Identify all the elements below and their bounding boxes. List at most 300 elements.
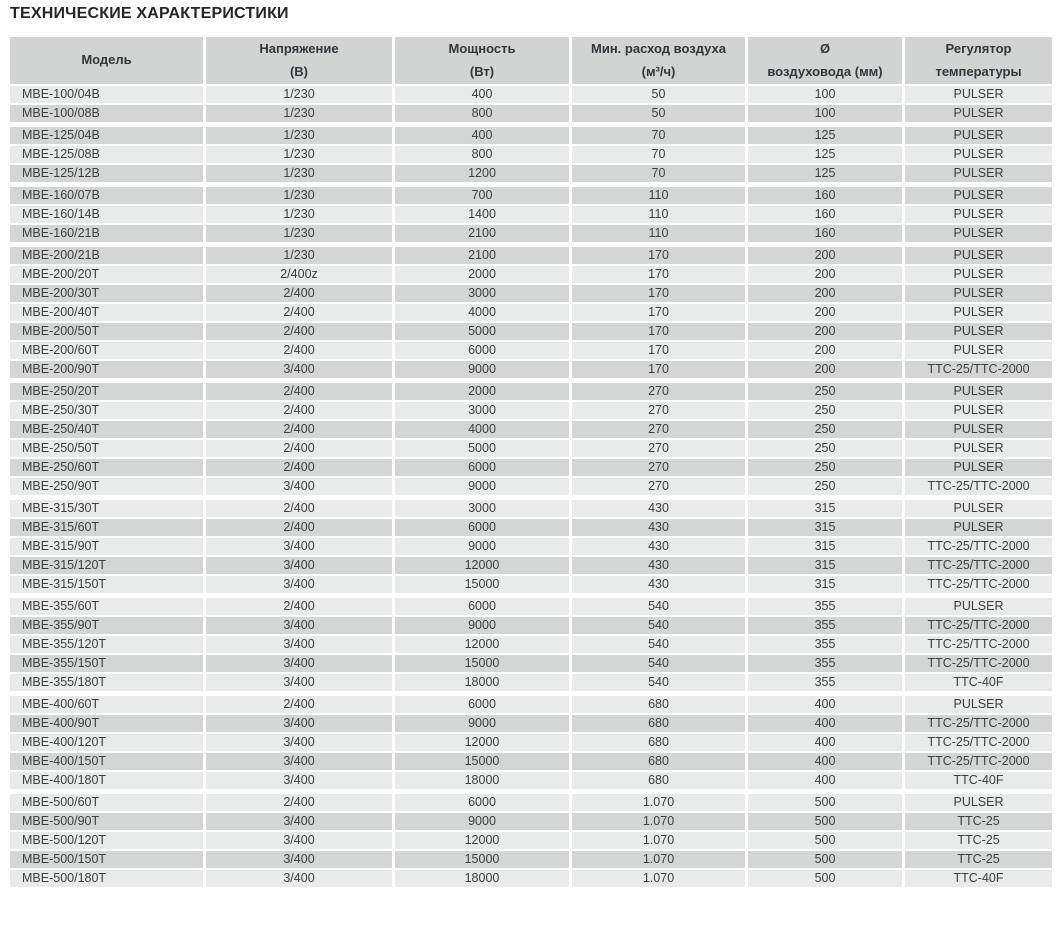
cell-model: MBE-400/90T	[10, 715, 203, 732]
cell-voltage: 3/400	[206, 851, 392, 868]
cell-model: MBE-400/120T	[10, 734, 203, 751]
table-row	[10, 285, 1052, 302]
cell-airflow: 540	[572, 674, 745, 691]
cell-diameter: 200	[748, 266, 902, 283]
cell-power: 12000	[395, 734, 569, 751]
cell-power: 15000	[395, 851, 569, 868]
cell-diameter: 250	[748, 440, 902, 457]
cell-airflow: 170	[572, 342, 745, 359]
cell-power: 2100	[395, 247, 569, 264]
cell-controller: PULSER	[905, 225, 1052, 242]
cell-diameter: 200	[748, 342, 902, 359]
table-row	[10, 383, 1052, 400]
cell-voltage: 2/400	[206, 304, 392, 321]
cell-controller: TTC-40F	[905, 772, 1052, 789]
cell-controller: TTC-25/TTC-2000	[905, 576, 1052, 593]
column-header-label: Напряжение	[259, 41, 339, 57]
cell-controller: PULSER	[905, 187, 1052, 204]
cell-controller: PULSER	[905, 696, 1052, 713]
table-row	[10, 266, 1052, 283]
cell-controller: TTC-25/TTC-2000	[905, 361, 1052, 378]
cell-controller: PULSER	[905, 440, 1052, 457]
cell-airflow: 680	[572, 696, 745, 713]
cell-voltage: 2/400	[206, 794, 392, 811]
cell-controller: PULSER	[905, 146, 1052, 163]
cell-voltage: 1/230	[206, 127, 392, 144]
cell-diameter: 355	[748, 674, 902, 691]
cell-model: MBE-125/12B	[10, 165, 203, 182]
cell-controller: PULSER	[905, 519, 1052, 536]
cell-airflow: 430	[572, 519, 745, 536]
cell-airflow: 170	[572, 361, 745, 378]
cell-model: MBE-200/21B	[10, 247, 203, 264]
cell-airflow: 50	[572, 105, 745, 122]
column-header-sublabel: (Вт)	[469, 63, 495, 79]
cell-airflow: 540	[572, 655, 745, 672]
cell-power: 9000	[395, 361, 569, 378]
column-header-sublabel: (м³/ч)	[641, 63, 676, 79]
table-row	[10, 674, 1052, 691]
cell-model: MBE-500/180T	[10, 870, 203, 887]
cell-airflow: 430	[572, 557, 745, 574]
cell-power: 6000	[395, 696, 569, 713]
cell-voltage: 3/400	[206, 832, 392, 849]
cell-diameter: 200	[748, 247, 902, 264]
cell-power: 1200	[395, 165, 569, 182]
cell-model: MBE-250/60T	[10, 459, 203, 476]
page-title: ТЕХНИЧЕСКИЕ ХАРАКТЕРИСТИКИ	[10, 5, 289, 22]
cell-voltage: 3/400	[206, 870, 392, 887]
cell-model: MBE-250/40T	[10, 421, 203, 438]
cell-voltage: 1/230	[206, 105, 392, 122]
cell-power: 2000	[395, 266, 569, 283]
table-row	[10, 538, 1052, 555]
cell-diameter: 355	[748, 617, 902, 634]
cell-controller: PULSER	[905, 402, 1052, 419]
cell-diameter: 250	[748, 459, 902, 476]
cell-controller: TTC-25/TTC-2000	[905, 478, 1052, 495]
column-header-diameter	[748, 37, 902, 84]
cell-power: 15000	[395, 655, 569, 672]
cell-voltage: 3/400	[206, 772, 392, 789]
table-row	[10, 127, 1052, 144]
cell-airflow: 430	[572, 576, 745, 593]
column-header-label: Мощность	[448, 41, 516, 57]
table-row	[10, 851, 1052, 868]
cell-model: MBE-160/21B	[10, 225, 203, 242]
table-row	[10, 576, 1052, 593]
cell-controller: TTC-25	[905, 851, 1052, 868]
table-row	[10, 794, 1052, 811]
table-row	[10, 832, 1052, 849]
cell-airflow: 270	[572, 383, 745, 400]
table-row	[10, 105, 1052, 122]
cell-controller: PULSER	[905, 247, 1052, 264]
cell-airflow: 270	[572, 421, 745, 438]
cell-controller: PULSER	[905, 323, 1052, 340]
cell-controller: PULSER	[905, 500, 1052, 517]
cell-diameter: 315	[748, 500, 902, 517]
table-row	[10, 459, 1052, 476]
cell-controller: TTC-25	[905, 832, 1052, 849]
cell-diameter: 200	[748, 285, 902, 302]
cell-airflow: 50	[572, 86, 745, 103]
cell-diameter: 500	[748, 851, 902, 868]
cell-voltage: 3/400	[206, 617, 392, 634]
cell-controller: PULSER	[905, 383, 1052, 400]
column-header-model	[10, 37, 203, 84]
cell-controller: PULSER	[905, 165, 1052, 182]
cell-airflow: 110	[572, 206, 745, 223]
cell-model: MBE-250/50T	[10, 440, 203, 457]
cell-power: 2100	[395, 225, 569, 242]
cell-voltage: 3/400	[206, 734, 392, 751]
cell-voltage: 1/230	[206, 206, 392, 223]
cell-model: MBE-200/60T	[10, 342, 203, 359]
cell-diameter: 315	[748, 576, 902, 593]
cell-diameter: 200	[748, 361, 902, 378]
column-header-label: Регулятор	[945, 41, 1012, 57]
cell-voltage: 2/400	[206, 402, 392, 419]
cell-diameter: 250	[748, 402, 902, 419]
cell-voltage: 3/400	[206, 753, 392, 770]
cell-diameter: 160	[748, 225, 902, 242]
cell-diameter: 500	[748, 794, 902, 811]
cell-model: MBE-315/120T	[10, 557, 203, 574]
column-header-airflow	[572, 37, 745, 84]
cell-airflow: 430	[572, 538, 745, 555]
cell-voltage: 3/400	[206, 655, 392, 672]
cell-model: MBE-400/60T	[10, 696, 203, 713]
cell-power: 6000	[395, 459, 569, 476]
cell-diameter: 355	[748, 655, 902, 672]
cell-controller: PULSER	[905, 285, 1052, 302]
table-row	[10, 247, 1052, 264]
cell-power: 400	[395, 86, 569, 103]
cell-controller: TTC-25	[905, 813, 1052, 830]
cell-controller: TTC-25/TTC-2000	[905, 636, 1052, 653]
cell-airflow: 1.070	[572, 832, 745, 849]
cell-diameter: 125	[748, 127, 902, 144]
cell-airflow: 270	[572, 459, 745, 476]
cell-airflow: 70	[572, 165, 745, 182]
cell-voltage: 3/400	[206, 813, 392, 830]
cell-airflow: 540	[572, 617, 745, 634]
cell-voltage: 2/400	[206, 696, 392, 713]
cell-power: 15000	[395, 753, 569, 770]
table-row	[10, 304, 1052, 321]
cell-voltage: 1/230	[206, 247, 392, 264]
cell-airflow: 430	[572, 500, 745, 517]
cell-diameter: 400	[748, 715, 902, 732]
cell-airflow: 170	[572, 304, 745, 321]
cell-airflow: 170	[572, 323, 745, 340]
cell-controller: TTC-25/TTC-2000	[905, 557, 1052, 574]
table-header-row	[10, 37, 1052, 84]
cell-airflow: 270	[572, 440, 745, 457]
cell-controller: PULSER	[905, 421, 1052, 438]
cell-airflow: 110	[572, 225, 745, 242]
cell-voltage: 2/400	[206, 598, 392, 615]
table-row	[10, 323, 1052, 340]
cell-voltage: 2/400	[206, 342, 392, 359]
cell-diameter: 400	[748, 734, 902, 751]
cell-diameter: 400	[748, 753, 902, 770]
cell-diameter: 315	[748, 538, 902, 555]
cell-voltage: 3/400	[206, 557, 392, 574]
model-group-mbe-250	[10, 383, 1052, 495]
cell-controller: PULSER	[905, 127, 1052, 144]
cell-power: 15000	[395, 576, 569, 593]
cell-model: MBE-315/150T	[10, 576, 203, 593]
cell-airflow: 540	[572, 636, 745, 653]
cell-diameter: 250	[748, 478, 902, 495]
cell-model: MBE-125/04B	[10, 127, 203, 144]
model-group-mbe-200	[10, 247, 1052, 378]
cell-power: 800	[395, 105, 569, 122]
cell-diameter: 250	[748, 421, 902, 438]
cell-model: MBE-355/120T	[10, 636, 203, 653]
cell-controller: PULSER	[905, 342, 1052, 359]
cell-diameter: 250	[748, 383, 902, 400]
column-header-controller	[905, 37, 1052, 84]
cell-diameter: 160	[748, 206, 902, 223]
cell-voltage: 3/400	[206, 715, 392, 732]
cell-diameter: 200	[748, 304, 902, 321]
cell-airflow: 680	[572, 734, 745, 751]
cell-model: MBE-400/180T	[10, 772, 203, 789]
cell-voltage: 1/230	[206, 146, 392, 163]
cell-diameter: 500	[748, 870, 902, 887]
cell-controller: PULSER	[905, 266, 1052, 283]
cell-power: 5000	[395, 323, 569, 340]
cell-power: 6000	[395, 598, 569, 615]
table-row	[10, 187, 1052, 204]
cell-diameter: 355	[748, 636, 902, 653]
table-row	[10, 440, 1052, 457]
cell-voltage: 3/400	[206, 576, 392, 593]
model-group-mbe-100	[10, 86, 1052, 122]
cell-airflow: 1.070	[572, 794, 745, 811]
table-row	[10, 402, 1052, 419]
cell-airflow: 1.070	[572, 870, 745, 887]
cell-airflow: 170	[572, 266, 745, 283]
cell-controller: PULSER	[905, 86, 1052, 103]
cell-model: MBE-315/60T	[10, 519, 203, 536]
cell-model: MBE-250/90T	[10, 478, 203, 495]
cell-controller: PULSER	[905, 459, 1052, 476]
cell-power: 12000	[395, 832, 569, 849]
cell-voltage: 2/400	[206, 440, 392, 457]
cell-voltage: 2/400z	[206, 266, 392, 283]
table-row	[10, 715, 1052, 732]
column-header-sublabel: температуры	[935, 63, 1022, 79]
cell-power: 4000	[395, 304, 569, 321]
cell-model: MBE-200/90T	[10, 361, 203, 378]
cell-power: 2000	[395, 383, 569, 400]
cell-diameter: 315	[748, 557, 902, 574]
cell-model: MBE-100/08B	[10, 105, 203, 122]
cell-voltage: 3/400	[206, 674, 392, 691]
cell-controller: TTC-25/TTC-2000	[905, 734, 1052, 751]
cell-diameter: 100	[748, 105, 902, 122]
cell-voltage: 2/400	[206, 500, 392, 517]
cell-power: 9000	[395, 538, 569, 555]
table-row	[10, 655, 1052, 672]
cell-model: MBE-160/14B	[10, 206, 203, 223]
cell-airflow: 540	[572, 598, 745, 615]
cell-airflow: 680	[572, 772, 745, 789]
cell-airflow: 270	[572, 478, 745, 495]
cell-diameter: 200	[748, 323, 902, 340]
cell-airflow: 270	[572, 402, 745, 419]
table-row	[10, 772, 1052, 789]
table-row	[10, 342, 1052, 359]
cell-model: MBE-125/08B	[10, 146, 203, 163]
cell-power: 6000	[395, 519, 569, 536]
cell-power: 6000	[395, 342, 569, 359]
cell-diameter: 500	[748, 832, 902, 849]
cell-voltage: 3/400	[206, 478, 392, 495]
cell-controller: PULSER	[905, 598, 1052, 615]
model-group-mbe-125	[10, 127, 1052, 182]
cell-voltage: 3/400	[206, 361, 392, 378]
cell-power: 6000	[395, 794, 569, 811]
table-row	[10, 421, 1052, 438]
cell-model: MBE-200/20T	[10, 266, 203, 283]
cell-controller: TTC-25/TTC-2000	[905, 655, 1052, 672]
table-row	[10, 478, 1052, 495]
cell-controller: TTC-25/TTC-2000	[905, 753, 1052, 770]
cell-voltage: 2/400	[206, 519, 392, 536]
cell-airflow: 170	[572, 247, 745, 264]
table-row	[10, 598, 1052, 615]
cell-power: 18000	[395, 772, 569, 789]
column-header-label: Модель	[81, 52, 132, 68]
cell-voltage: 3/400	[206, 636, 392, 653]
cell-power: 3000	[395, 500, 569, 517]
cell-controller: TTC-40F	[905, 870, 1052, 887]
cell-diameter: 400	[748, 696, 902, 713]
model-group-mbe-355	[10, 598, 1052, 691]
column-header-sublabel: (В)	[289, 63, 309, 79]
cell-controller: PULSER	[905, 206, 1052, 223]
cell-model: MBE-200/30T	[10, 285, 203, 302]
cell-power: 800	[395, 146, 569, 163]
table-row	[10, 734, 1052, 751]
spec-table	[10, 37, 1052, 887]
cell-model: MBE-355/180T	[10, 674, 203, 691]
table-row	[10, 500, 1052, 517]
cell-diameter: 125	[748, 146, 902, 163]
table-body	[10, 86, 1052, 887]
cell-model: MBE-355/150T	[10, 655, 203, 672]
cell-airflow: 680	[572, 753, 745, 770]
cell-diameter: 125	[748, 165, 902, 182]
cell-airflow: 110	[572, 187, 745, 204]
table-row	[10, 870, 1052, 887]
table-row	[10, 557, 1052, 574]
table-row	[10, 617, 1052, 634]
cell-model: MBE-200/40T	[10, 304, 203, 321]
column-header-label: Мин. расход воздуха	[591, 41, 726, 57]
cell-diameter: 160	[748, 187, 902, 204]
cell-airflow: 1.070	[572, 851, 745, 868]
cell-controller: TTC-25/TTC-2000	[905, 538, 1052, 555]
table-row	[10, 225, 1052, 242]
cell-controller: TTC-40F	[905, 674, 1052, 691]
cell-power: 400	[395, 127, 569, 144]
cell-controller: PULSER	[905, 794, 1052, 811]
cell-model: MBE-100/04B	[10, 86, 203, 103]
cell-voltage: 2/400	[206, 459, 392, 476]
cell-airflow: 680	[572, 715, 745, 732]
cell-power: 3000	[395, 402, 569, 419]
table-row	[10, 165, 1052, 182]
cell-power: 9000	[395, 715, 569, 732]
cell-model: MBE-160/07B	[10, 187, 203, 204]
cell-model: MBE-400/150T	[10, 753, 203, 770]
column-header-power	[395, 37, 569, 84]
table-row	[10, 753, 1052, 770]
table-row	[10, 361, 1052, 378]
table-row	[10, 146, 1052, 163]
cell-model: MBE-355/90T	[10, 617, 203, 634]
cell-power: 9000	[395, 617, 569, 634]
cell-power: 1400	[395, 206, 569, 223]
cell-power: 9000	[395, 813, 569, 830]
cell-airflow: 70	[572, 127, 745, 144]
table-row	[10, 519, 1052, 536]
cell-model: MBE-500/150T	[10, 851, 203, 868]
cell-power: 18000	[395, 674, 569, 691]
cell-model: MBE-315/30T	[10, 500, 203, 517]
cell-voltage: 1/230	[206, 86, 392, 103]
cell-voltage: 1/230	[206, 187, 392, 204]
cell-voltage: 2/400	[206, 323, 392, 340]
cell-controller: TTC-25/TTC-2000	[905, 715, 1052, 732]
cell-controller: PULSER	[905, 304, 1052, 321]
cell-voltage: 2/400	[206, 285, 392, 302]
cell-power: 700	[395, 187, 569, 204]
cell-voltage: 1/230	[206, 225, 392, 242]
cell-controller: TTC-25/TTC-2000	[905, 617, 1052, 634]
cell-power: 3000	[395, 285, 569, 302]
cell-voltage: 1/230	[206, 165, 392, 182]
table-row	[10, 636, 1052, 653]
column-header-sublabel: воздуховода (мм)	[767, 63, 883, 79]
table-row	[10, 206, 1052, 223]
cell-airflow: 1.070	[572, 813, 745, 830]
cell-power: 5000	[395, 440, 569, 457]
table-row	[10, 86, 1052, 103]
model-group-mbe-315	[10, 500, 1052, 593]
column-header-label: Ø	[819, 41, 831, 57]
cell-power: 18000	[395, 870, 569, 887]
cell-model: MBE-355/60T	[10, 598, 203, 615]
cell-voltage: 2/400	[206, 383, 392, 400]
cell-model: MBE-500/120T	[10, 832, 203, 849]
cell-diameter: 400	[748, 772, 902, 789]
cell-diameter: 315	[748, 519, 902, 536]
cell-diameter: 500	[748, 813, 902, 830]
cell-voltage: 3/400	[206, 538, 392, 555]
cell-model: MBE-500/90T	[10, 813, 203, 830]
model-group-mbe-160	[10, 187, 1052, 242]
model-group-mbe-500	[10, 794, 1052, 887]
cell-controller: PULSER	[905, 105, 1052, 122]
cell-model: MBE-200/50T	[10, 323, 203, 340]
